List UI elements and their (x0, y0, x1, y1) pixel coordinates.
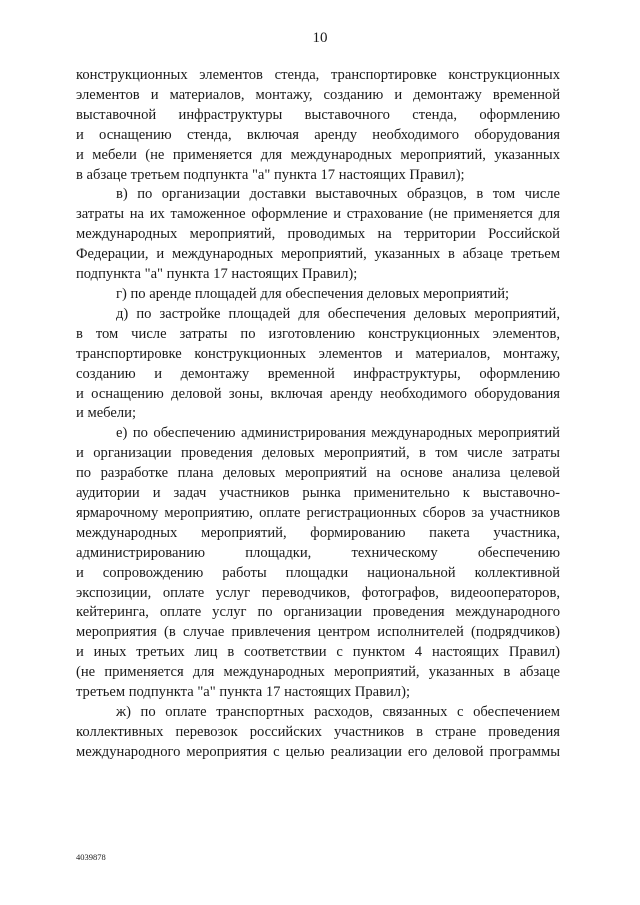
paragraph-item-d (76, 305, 560, 424)
text-line: международных мероприятий, проводимых на территории Российской (76, 226, 560, 243)
text-line: мероприятия (в случае привлечения центром исполнителей (подрядчиков) (76, 624, 560, 641)
text-line: администрированию площадки, техническому обеспечению (76, 544, 560, 561)
text-line: элементов и материалов, монтажу, созданию и демонтажу временной (76, 86, 560, 103)
text-line: международного мероприятия с целью реализации его деловой программы (76, 743, 560, 760)
text-line: конструкционных элементов стенда, транспортировке конструкционных (76, 67, 560, 83)
text-line: созданию и демонтажу временной инфраструктуры, оформлению (76, 365, 560, 382)
paragraph-continuation (76, 66, 560, 185)
text-line: и оснащению стенда, включая аренду необходимого оборудования (76, 126, 560, 143)
text-line: и мебели; (76, 405, 137, 422)
paragraph-item-zh (76, 703, 560, 763)
text-line: третьем подпункта "а" пункта 17 настоящих Правил); (76, 684, 410, 701)
text-line: выставочной инфраструктуры выставочного стенда, оформлению (76, 106, 560, 123)
document-body (76, 66, 560, 763)
text-line: ярмарочному мероприятию, оплате регистрационных сборов за участников (76, 504, 560, 521)
document-code: 4039878 (76, 852, 106, 862)
text-line: подпункта "а" пункта 17 настоящих Правил); (76, 266, 358, 283)
text-line: г) по аренде площадей для обеспечения деловых мероприятий; (116, 285, 510, 302)
text-line: и сопровождению работы площадки национальной коллективной (76, 564, 560, 581)
text-line: коллективных перевозок российских участников в стране проведения (76, 723, 560, 740)
text-line: и мебели (не применяется для международных мероприятий, указанных (76, 146, 560, 163)
text-line: в абзаце третьем подпункта "а" пункта 17 настоящих Правил); (76, 166, 465, 183)
page-number: 10 (312, 30, 328, 46)
text-line: по разработке плана деловых мероприятий на основе анализа целевой (76, 465, 560, 482)
text-line: экспозиции, оплате услуг переводчиков, фотографов, видеооператоров, (76, 584, 560, 601)
text-line: и оснащению деловой зоны, включая аренду необходимого оборудования (76, 385, 560, 402)
text-line: е) по обеспечению администрирования международных мероприятий (116, 425, 560, 442)
paragraph-item-v (76, 185, 560, 285)
text-line: ж) по оплате транспортных расходов, связанных с обеспечением (116, 704, 560, 720)
text-line: затраты на их таможенное оформление и страхование (не применяется для (76, 206, 560, 223)
text-line: в) по организации доставки выставочных образцов, в том числе (116, 186, 560, 203)
paragraph-item-e (76, 424, 560, 703)
text-line: аудитории и задач участников рынка применительно к выставочно- (76, 485, 560, 502)
paragraph-item-g (76, 285, 560, 305)
text-line: и иных третьих лиц в соответствии с пунктом 4 настоящих Правил) (76, 644, 560, 661)
text-line: и организации проведения деловых мероприятий, в том числе затраты (76, 445, 560, 462)
text-line: Федерации, и международных мероприятий, указанных в абзаце третьем (76, 246, 560, 263)
text-line: кейтеринга, оплате услуг по организации проведения международного (76, 604, 560, 621)
text-line: в том числе затраты по изготовлению конструкционных элементов, (76, 325, 560, 342)
text-line: (не применяется для международных мероприятий, указанных в абзаце (76, 664, 560, 681)
text-line: транспортировке конструкционных элементов и материалов, монтажу, (76, 345, 560, 362)
text-line: д) по застройке площадей для обеспечения деловых мероприятий, (116, 305, 560, 322)
text-line: международных мероприятий, формированию пакета участника, (76, 524, 560, 541)
